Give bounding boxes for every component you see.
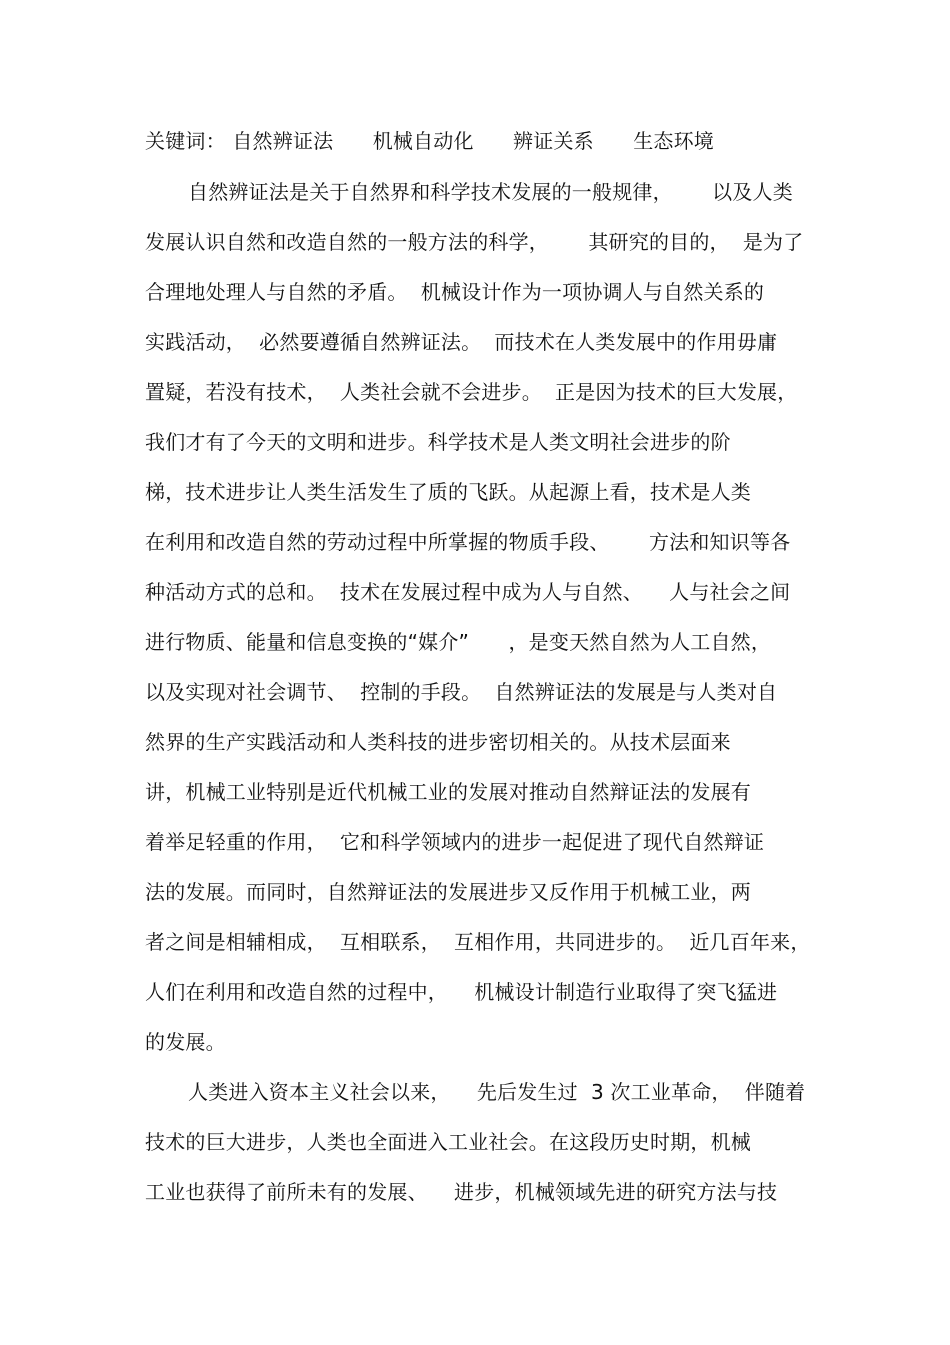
paragraph-line: 法的发展。而同时，自然辩证法的发展进步又反作用于机械工业，两: [145, 880, 751, 904]
paragraph-line: 自然辨证法是关于自然界和科学技术发展的一般规律， 以及人类: [188, 180, 793, 204]
paragraph-line: 进行物质、能量和信息变换的“媒介” ，是变天然自然为人工自然，: [145, 630, 772, 654]
keywords-line: 关键词： 自然辨证法 机械自动化 辨证关系 生态环境: [145, 129, 714, 153]
paragraph-line: 以及实现对社会调节、 控制的手段。 自然辨证法的发展是与人类对自: [145, 680, 778, 704]
paragraph-line: 发展认识自然和改造自然的一般方法的科学， 其研究的目的， 是为了: [145, 230, 804, 254]
paragraph-line: 种活动方式的总和。 技术在发展过程中成为人与自然、 人与社会之间: [145, 580, 791, 604]
paragraph-line: 人类进入资本主义社会以来， 先后发生过 3 次工业革命， 伴随着: [188, 1080, 806, 1104]
paragraph-line: 我们才有了今天的文明和进步。科学技术是人类文明社会进步的阶: [145, 430, 731, 454]
paragraph-line: 着举足轻重的作用， 它和科学领域内的进步一起促进了现代自然辩证: [145, 830, 765, 854]
paragraph-line: 置疑，若没有技术， 人类社会就不会进步。 正是因为技术的巨大发展，: [145, 380, 798, 404]
paragraph-line: 者之间是相辅相成， 互相联系， 互相作用，共同进步的。 近几百年来，: [145, 930, 811, 954]
paragraph-line: 梯，技术进步让人类生活发生了质的飞跃。从起源上看，技术是人类: [145, 480, 751, 504]
paragraph-line: 技术的巨大进步，人类也全面进入工业社会。在这段历史时期，机械: [145, 1130, 751, 1154]
paragraph-line: 讲，机械工业特别是近代机械工业的发展对推动自然辩证法的发展有: [145, 780, 751, 804]
paragraph-line: 人们在利用和改造自然的过程中， 机械设计制造行业取得了突飞猛进: [145, 980, 778, 1004]
paragraph-line: 合理地处理人与自然的矛盾。 机械设计作为一项协调人与自然关系的: [145, 280, 765, 304]
paragraph-line: 工业也获得了前所未有的发展、 进步，机械领域先进的研究方法与技: [145, 1180, 778, 1204]
paragraph-line: 然界的生产实践活动和人类科技的进步密切相关的。从技术层面来: [145, 730, 731, 754]
paragraph-line: 在利用和改造自然的劳动过程中所掌握的物质手段、 方法和知识等各: [145, 530, 791, 554]
paragraph-line: 实践活动， 必然要遵循自然辨证法。 而技术在人类发展中的作用毋庸: [145, 330, 778, 354]
paragraph-line: 的发展。: [145, 1030, 226, 1054]
